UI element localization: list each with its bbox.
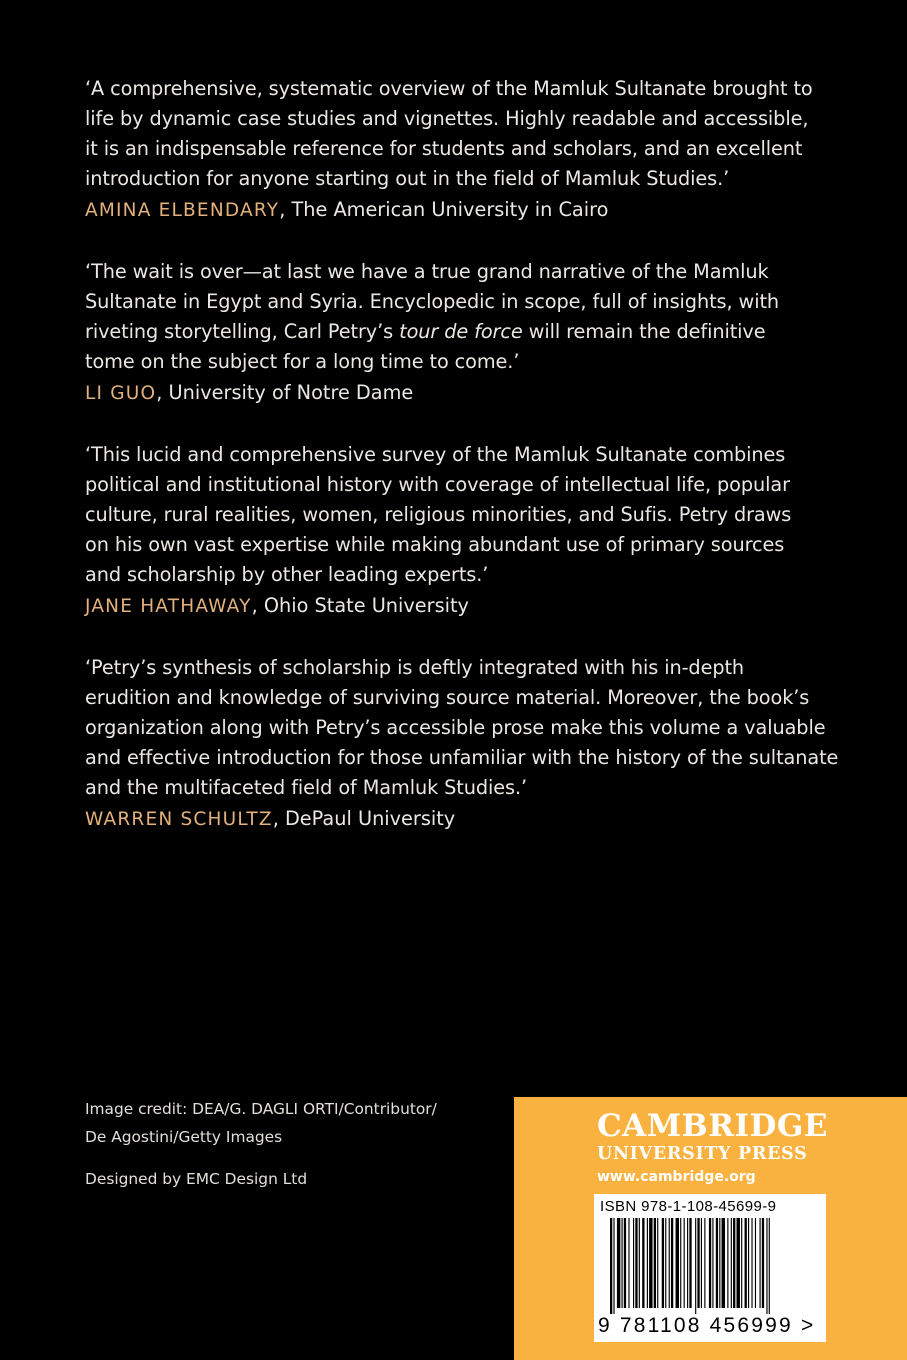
endorser-name: JANE HATHAWAY <box>85 596 252 617</box>
quote-line: erudition and knowledge of surviving source material. Moreover, the book’s <box>85 686 810 709</box>
barcode-bar <box>733 1218 735 1308</box>
barcode-bar <box>727 1218 728 1308</box>
barcode-bar <box>722 1218 725 1308</box>
quote-text: will remain the definitive <box>522 320 766 343</box>
barcode-bar <box>751 1218 752 1308</box>
barcode-bar <box>760 1218 761 1308</box>
endorsement-attribution <box>85 804 845 835</box>
barcode-bar <box>642 1218 644 1308</box>
endorsement-attribution <box>85 591 845 622</box>
designer-credit: Designed by EMC Design Ltd <box>85 1170 308 1188</box>
barcode-bar <box>662 1218 664 1308</box>
barcode-bar <box>697 1218 699 1308</box>
barcode-bar <box>731 1218 732 1308</box>
quote-italic-title: tour de force <box>399 320 523 343</box>
barcode-bar <box>610 1218 612 1314</box>
endorsement-quote <box>85 653 845 803</box>
publisher-logo-subtitle: UNIVERSITY PRESS <box>597 1144 808 1164</box>
publisher-logo-name: CAMBRIDGE <box>597 1108 828 1144</box>
endorser-affiliation: , University of Notre Dame <box>156 381 414 404</box>
quote-line: ‘The wait is over—at last we have a true grand narrative of the Mamluk <box>85 260 769 283</box>
endorsement-quote <box>85 74 845 194</box>
endorsement-2 <box>85 257 845 409</box>
barcode-bar <box>657 1218 658 1308</box>
barcode-bar <box>689 1218 691 1308</box>
barcode-bar <box>624 1218 626 1308</box>
endorser-affiliation: , The American University in Cairo <box>279 198 609 221</box>
barcode-bar <box>737 1218 740 1308</box>
endorser-name: WARREN SCHULTZ <box>85 809 273 830</box>
barcode-bar <box>701 1218 702 1308</box>
quote-line: it is an indispensable reference for students and scholars, and an excellent <box>85 137 803 160</box>
quote-line: culture, rural realities, women, religious minorities, and Sufis. Petry draws <box>85 503 792 526</box>
quote-line <box>85 317 845 347</box>
quote-line: political and institutional history with coverage of intellectual life, popular <box>85 473 790 496</box>
quote-line: and effective introduction for those unfamiliar with the history of the sultanate <box>85 746 839 769</box>
endorsement-4 <box>85 653 845 835</box>
quote-line: life by dynamic case studies and vignettes. Highly readable and accessible, <box>85 107 809 130</box>
barcode-bar <box>654 1218 656 1308</box>
endorsement-3 <box>85 440 845 622</box>
barcode-bar <box>684 1218 685 1308</box>
quote-line: Sultanate in Egypt and Syria. Encyclopedic in scope, full of insights, with <box>85 290 780 313</box>
barcode-bar <box>669 1218 670 1308</box>
image-credit-line: Image credit: DEA/G. DAGLI ORTI/Contributor/ <box>85 1100 437 1118</box>
barcode-bar <box>628 1218 629 1308</box>
barcode-bar <box>633 1218 634 1308</box>
endorser-affiliation: , DePaul University <box>272 807 456 830</box>
quote-line: ‘This lucid and comprehensive survey of the Mamluk Sultanate combines <box>85 443 786 466</box>
isbn-text: ISBN 978-1-108-45699-9 <box>600 1198 777 1215</box>
barcode-bar <box>635 1218 637 1308</box>
quote-line: organization along with Petry’s accessible prose make this volume a valuable <box>85 716 826 739</box>
quote-line: and scholarship by other leading experts.’ <box>85 563 489 586</box>
quote-line: on his own vast expertise while making abundant use of primary sources <box>85 533 785 556</box>
barcode-label <box>594 1194 826 1342</box>
endorsement-attribution <box>85 378 845 409</box>
barcode-bar <box>745 1218 747 1308</box>
barcode-bar <box>719 1218 720 1308</box>
endorser-name: AMINA ELBENDARY <box>85 200 280 221</box>
quote-line: ‘Petry’s synthesis of scholarship is deftly integrated with his in-depth <box>85 656 745 679</box>
barcode-bar <box>741 1218 742 1308</box>
barcode-bar <box>762 1218 764 1308</box>
barcode-bar <box>748 1218 749 1308</box>
barcode-bar <box>617 1218 620 1308</box>
quote-text: riveting storytelling, Carl Petry’s <box>85 320 400 343</box>
barcode-bar <box>704 1218 705 1308</box>
barcode-bar <box>709 1218 711 1308</box>
barcode-bar <box>755 1218 756 1308</box>
quote-line: introduction for anyone starting out in the field of Mamluk Studies.’ <box>85 167 730 190</box>
endorser-affiliation: , Ohio State University <box>251 594 469 617</box>
endorsement-quote <box>85 257 845 377</box>
barcode-bar <box>676 1218 679 1308</box>
barcode-bar <box>671 1218 673 1308</box>
image-credit-line: De Agostini/Getty Images <box>85 1128 283 1146</box>
barcode-number: 9 781108 456999 > <box>598 1314 816 1337</box>
cover-credits <box>85 1095 437 1193</box>
endorsement-attribution <box>85 195 845 226</box>
barcode-bar <box>716 1218 718 1308</box>
barcode-bar <box>649 1218 652 1308</box>
endorsement-quote <box>85 440 845 590</box>
barcode-bar <box>665 1218 666 1308</box>
barcode-bar <box>687 1218 688 1308</box>
barcode-bar <box>712 1218 713 1308</box>
quote-line: tome on the subject for a long time to come.’ <box>85 350 520 373</box>
quote-line: ‘A comprehensive, systematic overview of the Mamluk Sultanate brought to <box>85 77 813 100</box>
barcode-bar <box>766 1218 767 1314</box>
endorser-name: LI GUO <box>85 383 157 404</box>
barcode-bar <box>695 1218 696 1314</box>
endorsements <box>85 74 845 866</box>
barcode-bar <box>647 1218 648 1308</box>
publisher-panel <box>514 1097 907 1360</box>
barcode-bar <box>622 1218 623 1308</box>
barcode-bar <box>680 1218 681 1308</box>
barcode-bar <box>613 1218 614 1314</box>
barcode-bar <box>769 1218 770 1314</box>
quote-line: and the multifaceted field of Mamluk Studies.’ <box>85 776 528 799</box>
barcode-icon <box>598 1218 822 1314</box>
barcode-bar <box>639 1218 640 1308</box>
publisher-url: www.cambridge.org <box>597 1169 756 1185</box>
endorsement-1 <box>85 74 845 226</box>
